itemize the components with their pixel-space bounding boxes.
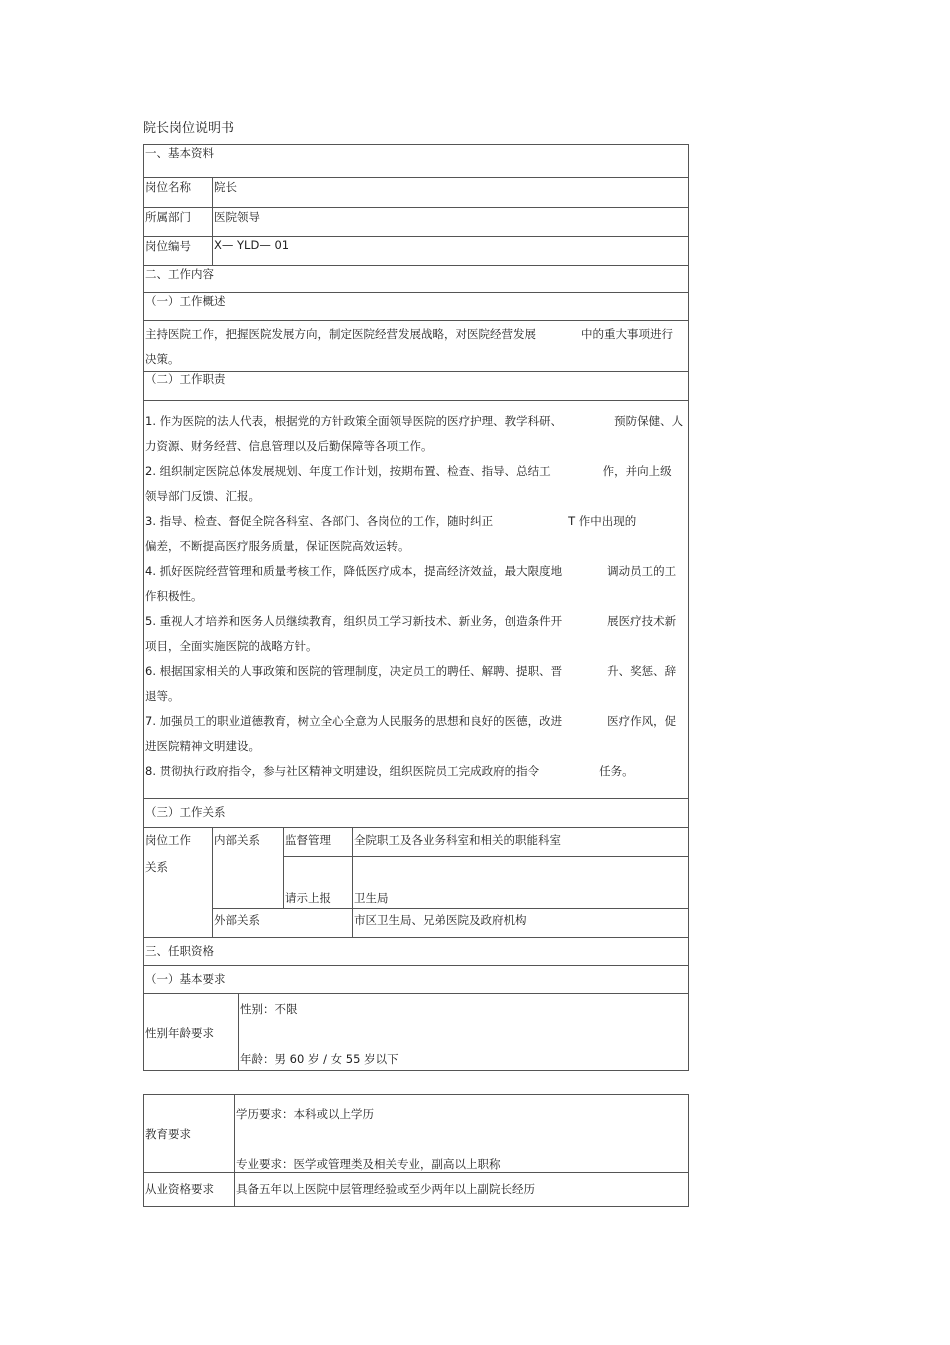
duty-text-tail: 升、奖惩、辞	[607, 664, 677, 678]
info-row-department	[144, 208, 688, 237]
duty-line	[145, 484, 687, 509]
section-heading: 二、工作内容	[145, 267, 214, 281]
overview-body-row	[144, 321, 688, 372]
duty-text-tail: 任务。	[599, 764, 634, 778]
education-row	[144, 1095, 688, 1173]
field-value: 医院领导	[214, 210, 260, 224]
duty-text: 偏差，不断提高医疗服务质量，保证医院高效运转。	[145, 539, 410, 553]
duty-text-tail: 展医疗技术新	[607, 614, 677, 628]
duty-text: 领导部门反馈、汇报。	[145, 489, 260, 503]
duty-text: 力资源、财务经营、信息管理以及后勤保障等各项工作。	[145, 439, 433, 453]
overview-heading-row	[144, 293, 688, 321]
subsection-heading: （二）工作职责	[145, 372, 226, 386]
duty-text: 3. 指导、检查、督促全院各科室、各部门、各岗位的工作，随时纠正	[145, 514, 494, 528]
supervise-label: 监督管理	[285, 833, 331, 847]
duties-body-row	[144, 401, 688, 799]
education-major: 专业要求：医学或管理类及相关专业，副高以上职称	[236, 1157, 501, 1171]
duty-text-tail: 预防保健、人	[614, 414, 684, 428]
duty-text: 退等。	[145, 689, 180, 703]
duty-line	[145, 459, 687, 484]
duty-text: 5. 重视人才培养和医务人员继续教育，组织员工学习新技术、新业务，创造条件开	[145, 614, 563, 628]
info-row-position-code	[144, 237, 688, 266]
subsection-heading: （三）工作关系	[145, 805, 226, 819]
education-degree: 学历要求：本科或以上学历	[236, 1107, 374, 1121]
document-title: 院长岗位说明书	[143, 121, 235, 136]
experience-value: 具备五年以上医院中层管理经验或至少两年以上副院长经历	[236, 1182, 535, 1196]
duty-line	[145, 634, 687, 659]
field-value: 院长	[214, 180, 237, 194]
section-qualifications-heading	[144, 938, 688, 966]
section-heading: 一、基本资料	[145, 146, 214, 160]
duty-text: 6. 根据国家相关的人事政策和医院的管理制度，决定员工的聘任、解聘、提职、晋	[145, 664, 563, 678]
duty-line	[145, 559, 687, 584]
job-description-table	[143, 144, 689, 1071]
basic-requirements-heading-row	[144, 966, 688, 994]
experience-label: 从业资格要求	[145, 1182, 214, 1196]
paragraph-line: 决策。	[145, 352, 180, 366]
duty-line	[145, 509, 687, 534]
duty-line	[145, 759, 687, 784]
duty-line	[145, 434, 687, 459]
duty-text: 8. 贯彻执行政府指令，参与社区精神文明建设，组织医院员工完成政府的指令	[145, 764, 540, 778]
field-label: 岗位名称	[145, 180, 191, 194]
duty-text: 进医院精神文明建设。	[145, 739, 260, 753]
education-label: 教育要求	[145, 1127, 191, 1141]
duty-text: 4. 抓好医院经营管理和质量考核工作，降低医疗成本，提高经济效益，最大限度地	[145, 564, 563, 578]
requirements-table	[143, 1094, 689, 1207]
external-relations-value: 市区卫生局、兄弟医院及政府机构	[354, 913, 527, 927]
gender-age-row	[144, 994, 688, 1070]
section-work-content-heading	[144, 266, 688, 293]
field-label: 所属部门	[145, 210, 191, 224]
duties-heading-row	[144, 372, 688, 401]
duty-text-tail: 调动员工的工	[607, 564, 677, 578]
supervise-value: 全院职工及各业务科室和相关的职能科室	[354, 833, 561, 847]
duty-line	[145, 684, 687, 709]
duty-line	[145, 409, 687, 434]
section-basic-info-heading	[144, 145, 688, 178]
subsection-heading: （一）基本要求	[145, 972, 226, 986]
gender-age-label: 性别年龄要求	[145, 1026, 214, 1040]
external-relations-label: 外部关系	[214, 913, 260, 927]
experience-row	[144, 1173, 688, 1206]
duty-text-tail: 作，并向上级	[602, 464, 672, 478]
duty-line	[145, 584, 687, 609]
duty-line	[145, 659, 687, 684]
duties-list	[145, 409, 687, 784]
duty-line	[145, 534, 687, 559]
relations-label-line2: 关系	[145, 860, 168, 874]
internal-relations-label: 内部关系	[214, 833, 260, 847]
duty-text-tail: 医疗作风，促	[607, 714, 677, 728]
subsection-heading: （一）工作概述	[145, 294, 226, 308]
duty-text: 1. 作为医院的法人代表，根据党的方针政策全面领导医院的医疗护理、教学科研、	[145, 414, 563, 428]
duty-text: 7. 加强员工的职业道德教育，树立全心全意为人民服务的思想和良好的医德，改进	[145, 714, 563, 728]
field-value: X— YLD— 01	[214, 238, 290, 252]
duty-text: 作积极性。	[145, 589, 203, 603]
section-heading: 三、任职资格	[145, 944, 214, 958]
duty-line	[145, 734, 687, 759]
duty-line	[145, 709, 687, 734]
info-row-position-name	[144, 178, 688, 208]
duty-text: 项目，全面实施医院的战略方针。	[145, 639, 318, 653]
report-label: 请示上报	[285, 891, 331, 905]
age-requirement: 年龄：男 60 岁 / 女 55 岁以下	[240, 1052, 399, 1066]
report-value: 卫生局	[354, 891, 389, 905]
duty-line	[145, 609, 687, 634]
relations-heading-row	[144, 799, 688, 828]
field-label: 岗位编号	[145, 239, 191, 253]
paragraph-line: 主持医院工作，把握医院发展方向，制定医院经营发展战略，对医院经营发展 中的重大事项进行	[145, 327, 673, 341]
duty-text-tail: T 作中出现的	[568, 514, 637, 528]
relations-grid	[144, 828, 688, 938]
relations-label-line1: 岗位工作	[145, 833, 191, 847]
gender-requirement: 性别：不限	[240, 1002, 298, 1016]
duty-text: 2. 组织制定医院总体发展规划、年度工作计划，按期布置、检查、指导、总结工	[145, 464, 551, 478]
